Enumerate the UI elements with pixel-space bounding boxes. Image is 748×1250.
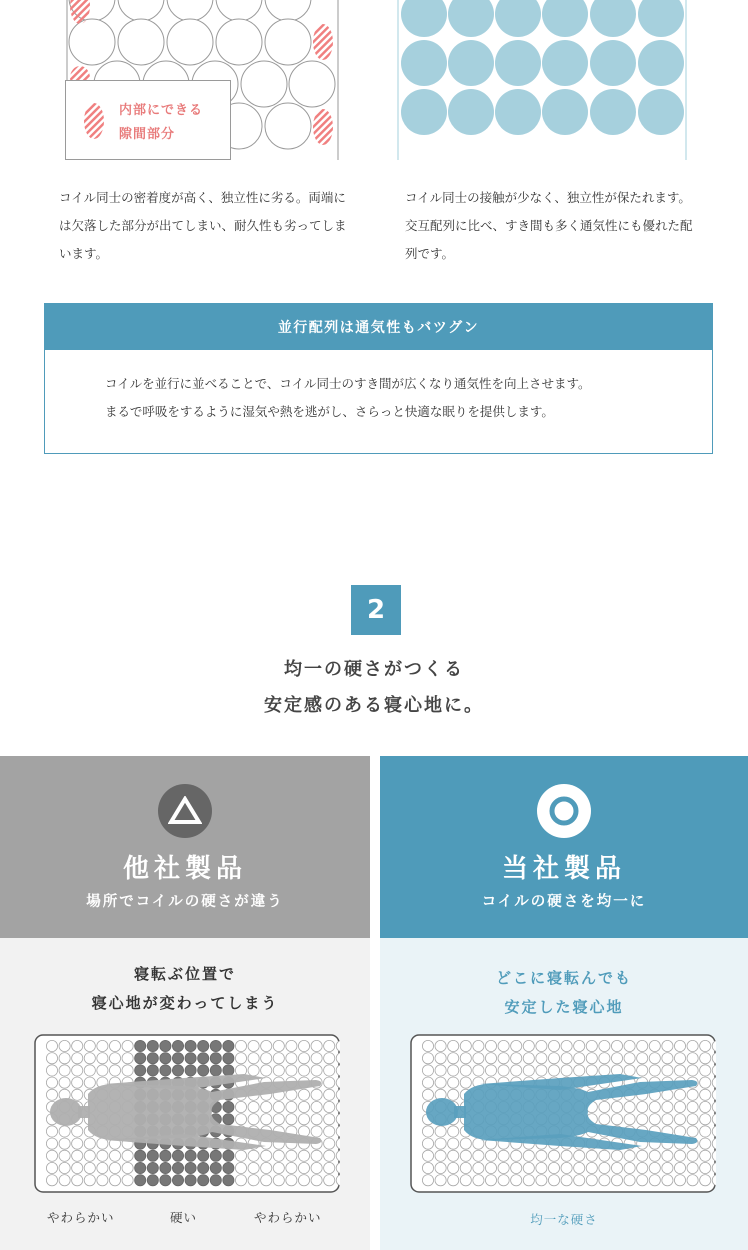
staggered-description: コイル同士の密着度が高く、独立性に劣る。両端には欠落した部分が出てしまい、耐久性も劣ってしまいます。 [59,190,347,261]
other-product-header [0,756,370,938]
gap-callout-text: 内部にできる 隙間部分 [119,103,204,142]
soft-zone-label-right: やわらかい [254,1210,322,1225]
parallel-coil-diagram [374,0,748,165]
other-product-subtitle: 場所でコイルの硬さが違う [86,894,284,910]
even-mattress-diagram [410,1034,716,1194]
other-product-name: 他社製品 [122,854,247,884]
section-title: 均一の硬さがつくる 安定感のある寝心地に。 [264,659,484,716]
our-product-caption: どこに寝転んでも 安定した寝心地 [495,969,632,1016]
gap-callout-box [65,80,231,160]
ventilation-info-box [44,303,713,454]
other-product-body [0,938,370,1250]
our-product-name: 当社製品 [501,854,626,884]
info-box-title: 並行配列は通気性もバツグン [45,304,712,350]
uneven-mattress-diagram [34,1034,340,1194]
hatched-gap-icon [82,101,106,141]
our-product-subtitle: コイルの硬さを均一に [481,894,647,910]
triangle-icon [158,784,212,838]
our-product-body [380,938,748,1250]
double-circle-icon [537,784,591,838]
our-product-header [380,756,748,938]
even-firmness-label: 均一な硬さ [530,1212,598,1227]
soft-zone-label-left: やわらかい [47,1210,115,1225]
hard-zone-label: 硬い [170,1210,198,1225]
section-number-badge: 2 [351,585,401,635]
other-product-caption: 寝転ぶ位置で 寝心地が変わってしまう [91,965,279,1012]
info-box-body: コイルを並行に並べることで、コイル同士のすき間が広くなり通気性を向上させます。 まるで呼吸をするように湿気や熱を逃がし、さらっと快適な眠りを提供します。 [105,376,591,419]
parallel-description: コイル同士の接触が少なく、独立性が保たれます。交互配列に比べ、すき間も多く通気性にも優れた配列です。 [405,190,693,261]
other-product-panel [0,756,370,1250]
our-product-panel [380,756,748,1250]
